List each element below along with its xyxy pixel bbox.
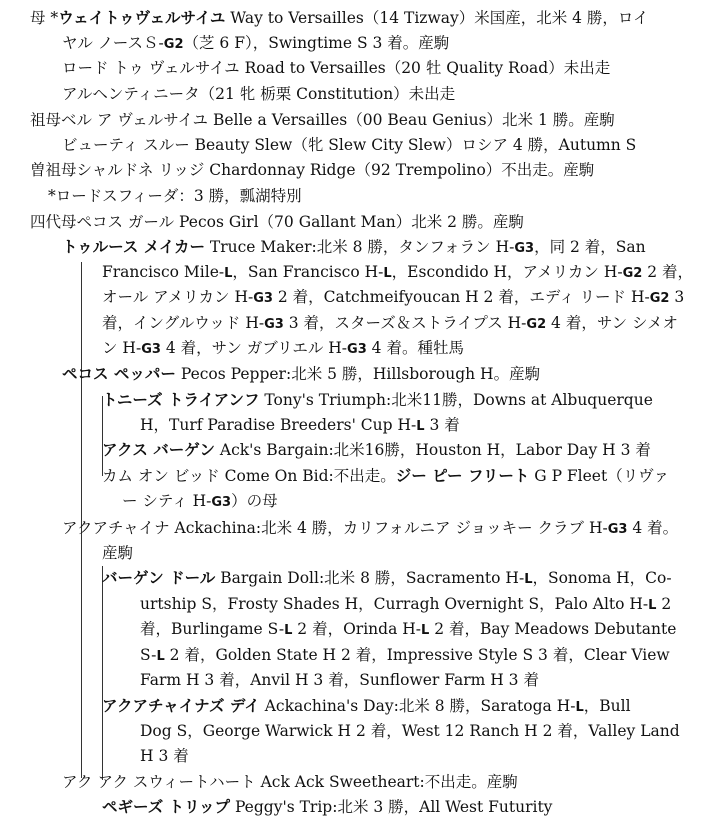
- text-segment: *ロードスフィーダ：3 勝，瓢湖特別: [48, 187, 302, 205]
- pedigree-line: [102, 795, 552, 819]
- text-segment: Ack's Bargain:北米16勝，Houston H，Labor Day H 3 着: [214, 441, 651, 459]
- grade-label: L: [416, 419, 425, 434]
- pedigree-branch-line: [102, 566, 103, 780]
- grade-label: G2: [649, 291, 670, 306]
- text-segment: 4 着。: [627, 519, 679, 537]
- text-segment: Ackachina's Day:北米 8 勝，Saratoga H-: [259, 697, 576, 715]
- grade-label: G3: [211, 495, 232, 510]
- text-segment: Bargain Doll:北米 8 勝，Sacramento H-: [215, 569, 525, 587]
- text-segment: 四代母ペコス ガール Pecos Girl（70 Gallant Man）北米 2 勝。産駒: [30, 213, 524, 231]
- text-segment: 3 着: [424, 416, 460, 434]
- text-segment: 2: [656, 595, 672, 613]
- pedigree-line: [102, 541, 133, 565]
- text-segment: ，Sonoma H，Co-: [532, 569, 672, 587]
- text-segment: アクアチャイナ Ackachina:北米 4 勝，カリフォルニア ジョッキー クラブ H-: [62, 519, 608, 537]
- text-segment: 2 着，Bay Meadows Debutante: [429, 620, 677, 638]
- pedigree-line: [30, 158, 594, 182]
- text-segment: ロード トゥ ヴェルサイユ Road to Versailles（20 牡 Quality Road）未出走: [62, 59, 611, 77]
- text-segment: 祖母ベル ア ヴェルサイユ Belle a Versailles（00 Beau Genius）北米 1 勝。産駒: [30, 111, 615, 129]
- text-segment: urtship S，Frosty Shades H，Curragh Overnight S，Palo Alto H-: [140, 595, 649, 613]
- text-segment: ヤル ノースＳ-: [62, 34, 164, 52]
- grade-label: G3: [347, 342, 367, 357]
- pedigree-line: [140, 744, 189, 768]
- pedigree-line: [102, 438, 651, 462]
- horse-name-bold: アクアチャイナズ デイ: [102, 697, 260, 715]
- grade-label: L: [575, 700, 584, 715]
- text-segment: アルヘンティニータ（21 牝 栃栗 Constitution）未出走: [62, 85, 456, 103]
- horse-name-bold: ジー ピー フリート: [395, 467, 530, 485]
- horse-name-bold: バーゲン ドール: [102, 569, 216, 587]
- text-segment: Dog S，George Warwick H 2 着，West 12 Ranch H 2 着，Valley Land: [140, 722, 680, 740]
- horse-name-bold: アクス バーゲン: [102, 441, 215, 459]
- text-segment: カム オン ビッド Come On Bid:不出走。: [102, 467, 396, 485]
- text-segment: Way to Versailles（14 Tizway）米国産，北米 4 勝，ロイ: [225, 9, 649, 27]
- horse-name-bold: ペギーズ トリップ: [102, 798, 231, 816]
- pedigree-line: [30, 210, 524, 234]
- grade-label: L: [383, 266, 392, 281]
- horse-name-bold: トゥルース メイカー: [62, 238, 205, 256]
- pedigree-line: [102, 285, 684, 311]
- pedigree-line: [140, 668, 539, 692]
- grade-label: G2: [622, 266, 643, 281]
- text-segment: Tony's Triumph:北米11勝，Downs at Albuquerque: [259, 391, 653, 409]
- pedigree-line: [122, 489, 278, 515]
- text-segment: 4 着，サン シメオ: [546, 314, 679, 332]
- text-segment: 着，イングルウッド H-: [102, 314, 265, 332]
- text-segment: Farm H 3 着，Anvil H 3 着，Sunflower Farm H 3 着: [140, 671, 539, 689]
- pedigree-line: [140, 617, 676, 643]
- pedigree-line: [30, 108, 615, 132]
- grade-label: G3: [607, 522, 628, 537]
- grade-label: L: [284, 623, 293, 638]
- text-segment: Peggy's Trip:北米 3 勝，All West Futurity: [230, 798, 553, 816]
- horse-name-bold: トニーズ トライアンフ: [102, 391, 260, 409]
- text-segment: ，Escondido H，アメリカン H-: [391, 263, 623, 281]
- text-segment: 3: [669, 288, 685, 306]
- text-segment: ，同 2 着，San: [534, 238, 646, 256]
- text-segment: 曽祖母シャルドネ リッジ Chardonnay Ridge（92 Trempolino）不出走。産駒: [30, 161, 595, 179]
- text-segment: アク アク スウィートハート Ack Ack Sweetheart:不出走。産駒: [62, 773, 518, 791]
- pedigree-line: [102, 388, 653, 412]
- text-segment: G P Fleet（リヴァ: [529, 467, 670, 485]
- text-segment: 3 着，スターズ＆ストライプス H-: [283, 314, 527, 332]
- text-segment: S-: [140, 646, 157, 664]
- text-segment: ー シティ H-: [122, 492, 212, 510]
- pedigree-line: [102, 336, 464, 362]
- text-segment: 2 着，Orinda H-: [292, 620, 421, 638]
- text-segment: ，San Francisco H-: [232, 263, 384, 281]
- pedigree-line: [102, 566, 672, 592]
- pedigree-line: [62, 235, 646, 261]
- grade-label: L: [224, 266, 233, 281]
- pedigree-line: [102, 694, 631, 720]
- text-segment: 産駒: [102, 544, 134, 562]
- text-segment: ビューティ スルー Beauty Slew（牝 Slew City Slew）ロシア 4 勝，Autumn S: [62, 136, 637, 154]
- pedigree-line: [140, 719, 680, 743]
- text-segment: 2 着，Catchmeifyoucan H 2 着，エディ リード H-: [272, 288, 650, 306]
- text-segment: 4 着。種牡馬: [366, 339, 464, 357]
- text-segment: 着，Burlingame S-: [140, 620, 285, 638]
- pedigree-line: [62, 362, 540, 386]
- text-segment: ン H-: [102, 339, 142, 357]
- pedigree-line: [62, 516, 678, 542]
- pedigree-line: [30, 6, 648, 30]
- pedigree-line: [62, 770, 518, 794]
- pedigree-line: [140, 592, 671, 618]
- grade-label: L: [524, 572, 533, 587]
- pedigree-line: [62, 82, 455, 106]
- pedigree-line: [48, 184, 302, 208]
- text-segment: ，Bull: [583, 697, 631, 715]
- text-segment: 2 着，: [642, 263, 694, 281]
- grade-label: L: [421, 623, 430, 638]
- pedigree-line: [140, 413, 460, 439]
- text-segment: 2 着，Golden State H 2 着，Impressive Style S 3 着，Clear View: [164, 646, 670, 664]
- pedigree-line: [62, 133, 636, 157]
- text-segment: Francisco Mile-: [102, 263, 225, 281]
- grade-label: G2: [526, 317, 547, 332]
- text-segment: ）の母: [231, 492, 278, 510]
- grade-label: L: [156, 649, 165, 664]
- text-segment: 4 着，サン ガブリエル H-: [160, 339, 348, 357]
- text-segment: 母 *: [30, 9, 59, 27]
- grade-label: G3: [264, 317, 284, 332]
- pedigree-line: [102, 464, 669, 488]
- pedigree-line: [102, 311, 678, 337]
- text-segment: H 3 着: [140, 747, 189, 765]
- text-segment: H，Turf Paradise Breeders' Cup H-: [140, 416, 417, 434]
- text-segment: （芝 6 F），Swingtime S 3 着。産駒: [183, 34, 450, 52]
- grade-label: L: [648, 598, 657, 613]
- grade-label: G3: [253, 291, 273, 306]
- text-segment: Truce Maker:北米 8 勝，タンフォラン H-: [204, 238, 515, 256]
- pedigree-line: [62, 56, 610, 80]
- horse-name-bold: ペコス ペッパー: [62, 365, 176, 383]
- text-segment: オール アメリカン H-: [102, 288, 254, 306]
- grade-label: G2: [163, 37, 184, 52]
- pedigree-line: [62, 31, 449, 57]
- pedigree-line: [140, 643, 670, 669]
- horse-name-bold: ウェイトゥヴェルサイユ: [58, 9, 226, 27]
- pedigree-line: [102, 260, 693, 286]
- text-segment: Pecos Pepper:北米 5 勝，Hillsborough H。産駒: [175, 365, 541, 383]
- grade-label: G3: [514, 241, 535, 256]
- grade-label: G3: [141, 342, 161, 357]
